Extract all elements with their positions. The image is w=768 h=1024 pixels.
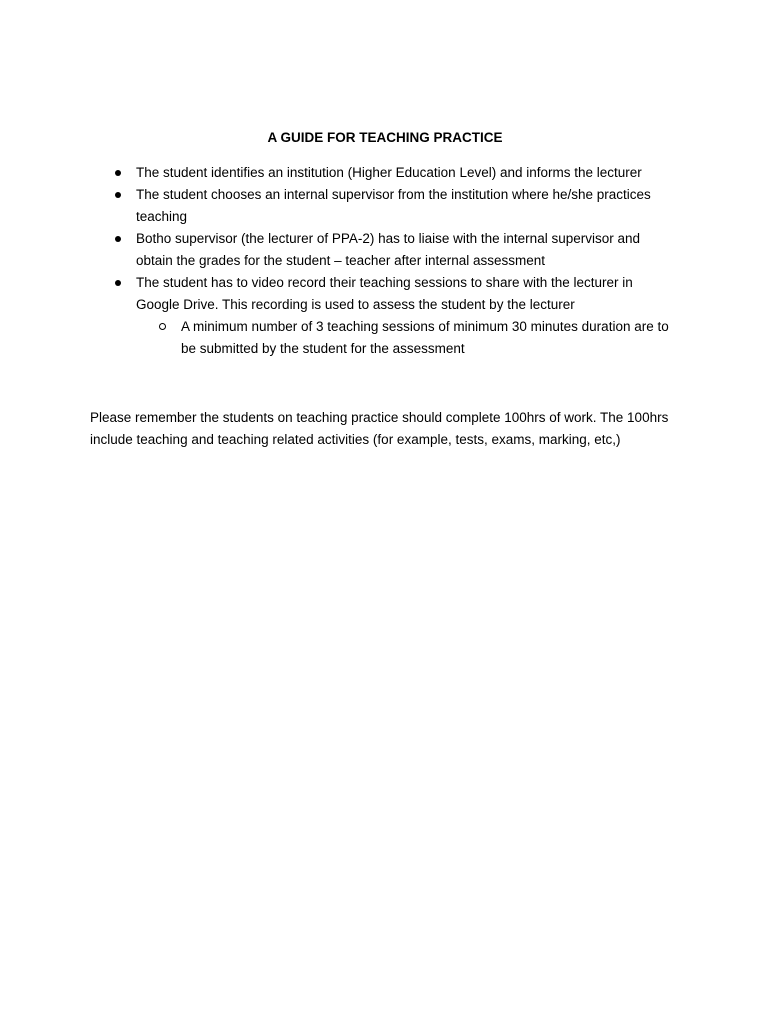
- bullet-item: [90, 162, 680, 184]
- bullet-icon: [115, 192, 121, 198]
- closing-paragraph: Please remember the students on teaching practice should complete 100hrs of work. The 100hrs include teaching and teaching related activities (for example, tests, exams, marking, etc,): [90, 410, 669, 447]
- bullet-text: Botho supervisor (the lecturer of PPA-2) has to liaise with the internal supervisor and obtain the grades for the student – teacher after internal assessment: [136, 231, 640, 268]
- bullet-item: [90, 228, 680, 272]
- bullet-list: [90, 162, 680, 360]
- circle-bullet-icon: [159, 323, 166, 330]
- bullet-item: [90, 184, 680, 228]
- sub-bullet-text: A minimum number of 3 teaching sessions of minimum 30 minutes duration are to be submitted by the student for the assessment: [181, 319, 669, 356]
- bullet-icon: [115, 236, 121, 242]
- bullet-icon: [115, 280, 121, 286]
- sub-bullet-list: [136, 316, 680, 360]
- bullet-text: The student has to video record their teaching sessions to share with the lecturer in Google Drive. This recording is used to assess the student by the lecturer: [136, 275, 633, 312]
- bullet-text: The student identifies an institution (Higher Education Level) and informs the lecturer: [136, 165, 642, 180]
- bullet-text: The student chooses an internal supervisor from the institution where he/she practices teaching: [136, 187, 651, 224]
- sub-bullet-item: [136, 316, 680, 360]
- bullet-icon: [115, 170, 121, 176]
- document-title: A GUIDE FOR TEACHING PRACTICE: [267, 130, 503, 145]
- bullet-item: [90, 272, 680, 360]
